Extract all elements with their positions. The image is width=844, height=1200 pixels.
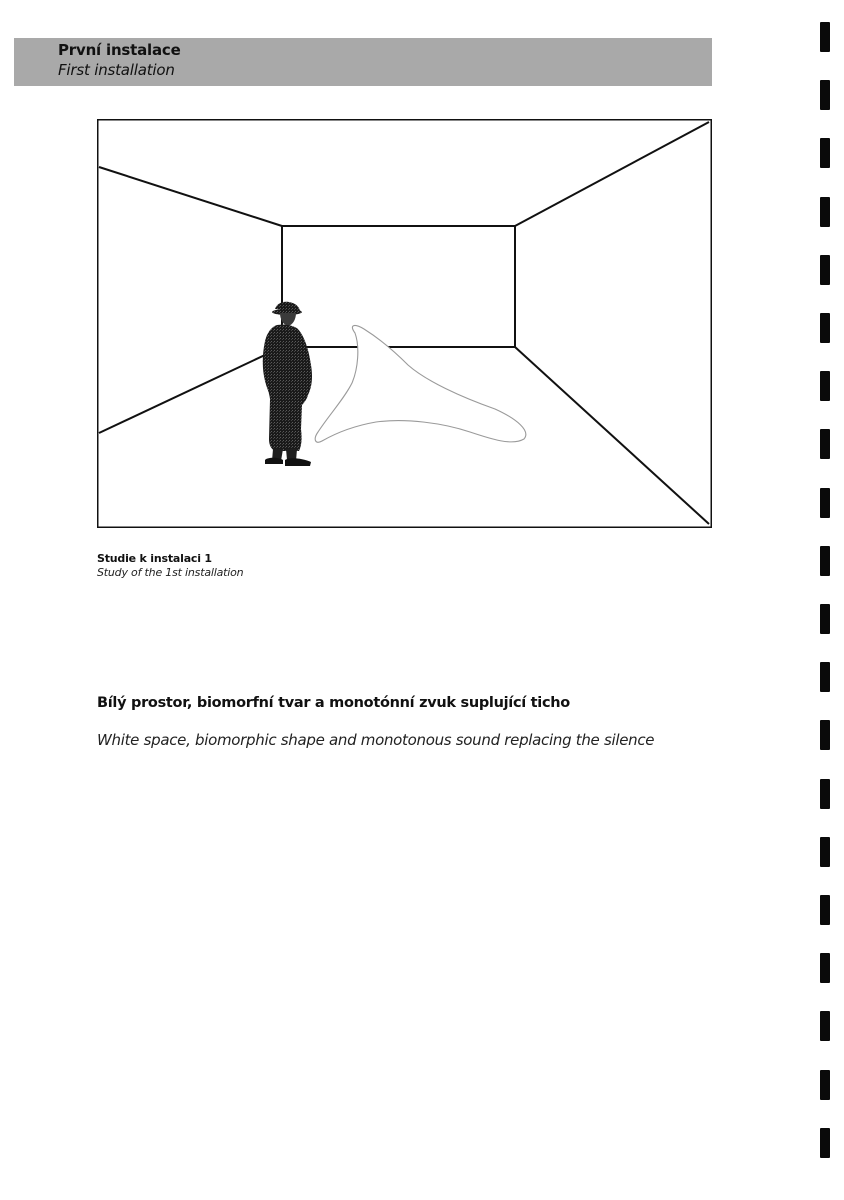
figure-caption-subtitle: Study of the 1st installation xyxy=(97,566,244,579)
binding-mark xyxy=(820,779,830,809)
binding-mark xyxy=(820,837,830,867)
binding-mark xyxy=(820,546,830,576)
binding-mark xyxy=(820,953,830,983)
binding-mark xyxy=(820,895,830,925)
binding-mark xyxy=(820,313,830,343)
figure-frame xyxy=(98,120,712,528)
binding-mark xyxy=(820,720,830,750)
binding-mark xyxy=(820,22,830,52)
body-heading-english: White space, biomorphic shape and monotonous sound replacing the silence xyxy=(97,731,655,749)
installation-study-figure xyxy=(97,119,712,528)
body-heading: Bílý prostor, biomorfní tvar a monotónní zvuk suplující ticho xyxy=(97,695,570,711)
binding-mark xyxy=(820,662,830,692)
figure-caption-title: Studie k instalaci 1 xyxy=(97,552,212,565)
binding-mark xyxy=(820,1070,830,1100)
binding-mark xyxy=(820,138,830,168)
binding-mark xyxy=(820,488,830,518)
binding-mark xyxy=(820,255,830,285)
room-perspective-drawing xyxy=(97,119,712,528)
binding-mark xyxy=(820,197,830,227)
binding-mark xyxy=(820,429,830,459)
section-subtitle: First installation xyxy=(58,61,175,79)
binding-mark xyxy=(820,1011,830,1041)
binding-mark xyxy=(820,80,830,110)
binding-mark xyxy=(820,1128,830,1158)
binding-mark xyxy=(820,371,830,401)
section-title: První instalace xyxy=(58,41,181,59)
binding-marks xyxy=(820,0,832,1200)
binding-mark xyxy=(820,604,830,634)
